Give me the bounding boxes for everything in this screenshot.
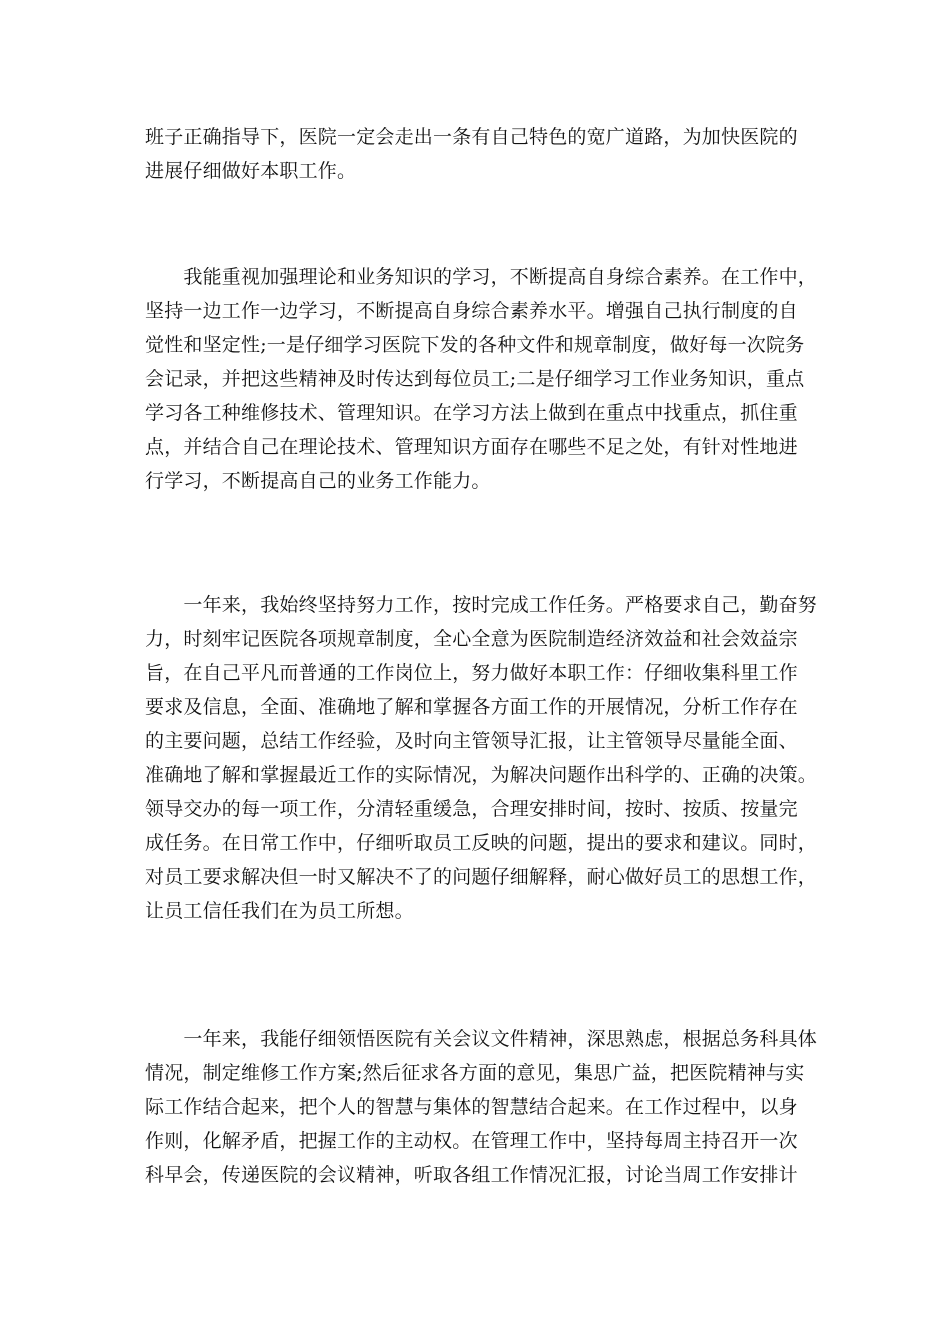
paragraph-line: 让员工信任我们在为员工所想。 bbox=[145, 900, 414, 922]
paragraph-3 bbox=[145, 588, 818, 928]
paragraph-line: 行学习，不断提高自己的业务工作能力。 bbox=[145, 470, 491, 492]
paragraph-line: 会记录，并把这些精神及时传达到每位员工;二是仔细学习工作业务知识，重点 bbox=[145, 368, 805, 390]
paragraph-2 bbox=[145, 260, 818, 498]
paragraph-4 bbox=[145, 1022, 818, 1192]
paragraph-line: 班子正确指导下，医院一定会走出一条有自己特色的宽广道路，为加快医院的 bbox=[145, 126, 798, 148]
paragraph-line: 领导交办的每一项工作，分清轻重缓急，合理安排时间，按时、按质、按量完 bbox=[145, 798, 798, 820]
paragraph-line: 际工作结合起来，把个人的智慧与集体的智慧结合起来。在工作过程中，以身 bbox=[145, 1096, 798, 1118]
paragraph-line: 的主要问题，总结工作经验，及时向主管领导汇报，让主管领导尽量能全面、 bbox=[145, 730, 798, 752]
paragraph-line: 准确地了解和掌握最近工作的实际情况，为解决问题作出科学的、正确的决策。 bbox=[145, 764, 818, 786]
paragraph-line: 成任务。在日常工作中，仔细听取员工反映的问题，提出的要求和建议。同时， bbox=[145, 832, 818, 854]
paragraph-1 bbox=[145, 120, 807, 188]
paragraph-line: 坚持一边工作一边学习，不断提高自身综合素养水平。增强自己执行制度的自 bbox=[145, 300, 798, 322]
paragraph-line: 一年来，我能仔细领悟医院有关会议文件精神，深思熟虑，根据总务科具体 bbox=[145, 1028, 818, 1050]
paragraph-line: 旨，在自己平凡而普通的工作岗位上，努力做好本职工作：仔细收集科里工作 bbox=[145, 662, 798, 684]
paragraph-line: 力，时刻牢记医院各项规章制度，全心全意为医院制造经济效益和社会效益宗 bbox=[145, 628, 798, 650]
paragraph-line: 情况，制定维修工作方案;然后征求各方面的意见，集思广益，把医院精神与实 bbox=[145, 1062, 805, 1084]
paragraph-line: 学习各工种维修技术、管理知识。在学习方法上做到在重点中找重点，抓住重 bbox=[145, 402, 798, 424]
paragraph-line: 我能重视加强理论和业务知识的学习，不断提高自身综合素养。在工作中， bbox=[145, 266, 818, 288]
paragraph-line: 点，并结合自己在理论技术、管理知识方面存在哪些不足之处，有针对性地进 bbox=[145, 436, 798, 458]
paragraph-line: 进展仔细做好本职工作。 bbox=[145, 160, 357, 182]
paragraph-line: 觉性和坚定性;一是仔细学习医院下发的各种文件和规章制度，做好每一次院务 bbox=[145, 334, 805, 356]
paragraph-line: 作则，化解矛盾，把握工作的主动权。在管理工作中，坚持每周主持召开一次 bbox=[145, 1130, 798, 1152]
paragraph-line: 科早会，传递医院的会议精神，听取各组工作情况汇报，讨论当周工作安排计 bbox=[145, 1164, 798, 1186]
paragraph-line: 一年来，我始终坚持努力工作，按时完成工作任务。严格要求自己，勤奋努 bbox=[145, 594, 818, 616]
paragraph-line: 要求及信息，全面、准确地了解和掌握各方面工作的开展情况，分析工作存在 bbox=[145, 696, 798, 718]
paragraph-line: 对员工要求解决但一时又解决不了的问题仔细解释，耐心做好员工的思想工作， bbox=[145, 866, 818, 888]
